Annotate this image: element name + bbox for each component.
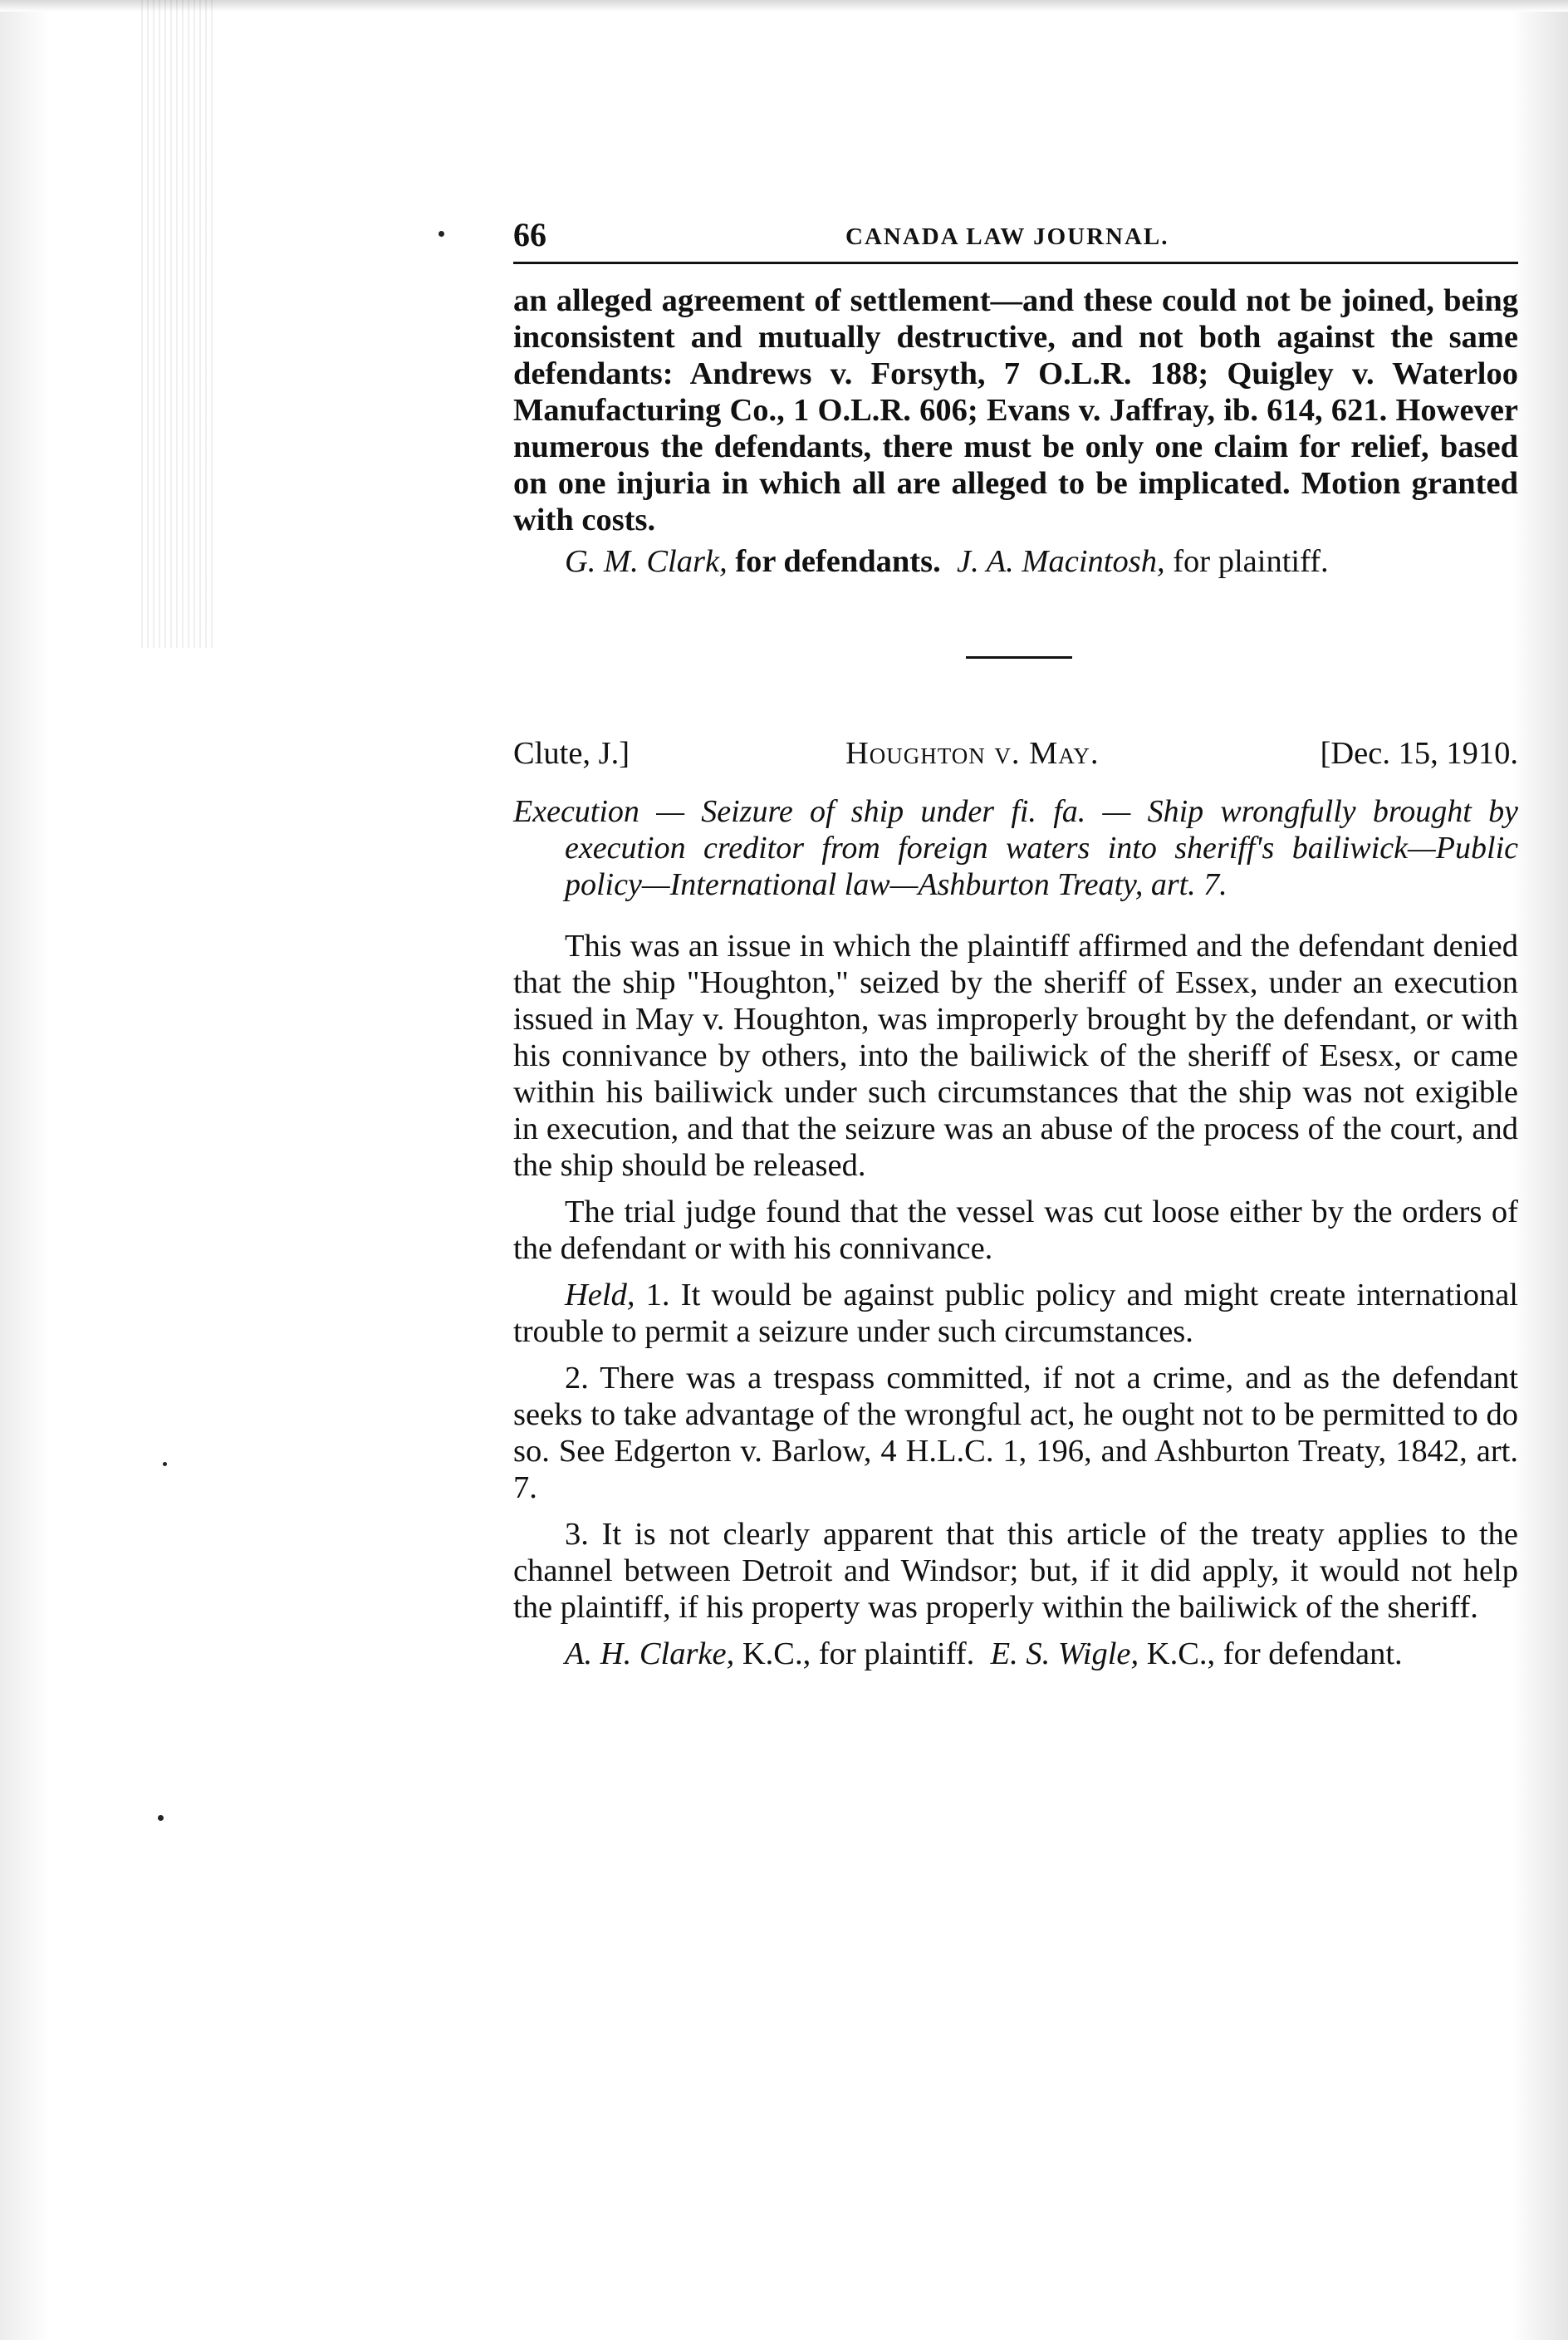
running-head: CANADA LAW JOURNAL. xyxy=(845,223,1169,250)
scan-speck xyxy=(163,1462,167,1466)
counsel-name: E. S. Wigle, xyxy=(990,1636,1139,1671)
counsel-name: J. A. Macintosh, xyxy=(957,544,1165,579)
counsel-name: G. M. Clark, xyxy=(565,544,728,579)
counsel-role: K.C., for defendant. xyxy=(1146,1636,1403,1671)
page-header xyxy=(513,212,1518,264)
holding-2: 2. There was a trespass committed, if not a crime, and as the defendant seeks to take advantage of the wrongful act, he ought not to be permitted to do so. See Edgerton v. Barlow, 4 H.L.C. 1, 196, and Ashburton Treaty, 1842, art. 7. xyxy=(513,1361,1518,1505)
section-divider xyxy=(966,656,1072,659)
case-title: Houghton v. May. xyxy=(845,736,1100,771)
case-headnote: Execution — Seizure of ship under fi. fa. — Ship wrongfully brought by execution creditor from foreign waters into sheriff's bailiwick—Public policy—International law—Ashburton Treaty, art. 7. xyxy=(513,794,1518,902)
case-judge: Clute, J.] xyxy=(513,736,630,771)
counsel-role: for defendants. xyxy=(735,544,941,579)
holding-1 xyxy=(513,1277,1518,1350)
held-label: Held, xyxy=(565,1278,635,1312)
holding-1-text: 1. It would be against public policy and might create international trouble to permit a seizure under such circumstances. xyxy=(513,1278,1518,1349)
page-number: 66 xyxy=(513,216,546,253)
scan-speck xyxy=(439,231,444,237)
case-paragraph: The trial judge found that the vessel was cut loose either by the orders of the defendant or with his connivance. xyxy=(513,1195,1518,1266)
counsel-role: for plaintiff. xyxy=(1173,544,1329,579)
case-paragraph: This was an issue in which the plaintiff affirmed and the defendant denied that the ship "Houghton," seized by the sheriff of Essex, under an execution issued in May v. Houghton, was improperly brought by the defendant, or with his connivance by others, into the bailiwick of the sheriff of Esesx, or came within his bailiwick under such circumstances that the ship was not exigible in execution, and that the seizure was an abuse of the process of the court, and the ship should be released. xyxy=(513,929,1518,1183)
scan-binding-edge xyxy=(141,0,216,648)
page-body xyxy=(513,282,1518,1672)
case-date: [Dec. 15, 1910. xyxy=(1320,736,1518,771)
previous-case-text: an alleged agreement of settlement—and these could not be joined, being inconsistent and mutually destructive, and not both against the same defendants: Andrews v. Forsyth, 7 O.L.R. 188; Quigley v. Waterloo Manufacturing Co., 1 O.L.R. 606; Evans v. Jaffray, ib. 614, 621. However numerous the defendants, there must be only one claim for relief, based on one injuria in which all are alleged to be implicated. Motion granted with costs. xyxy=(513,283,1518,537)
counsel-name: A. H. Clarke, xyxy=(565,1636,735,1671)
previous-case-continuation xyxy=(513,282,1518,538)
journal-page xyxy=(513,212,1518,1672)
previous-case-counsel xyxy=(513,543,1518,580)
scan-speck xyxy=(158,1815,164,1821)
case-counsel xyxy=(513,1636,1518,1672)
case-heading xyxy=(513,735,1518,777)
scan-top-edge xyxy=(0,0,1568,12)
counsel-role: K.C., for plaintiff. xyxy=(742,1636,975,1671)
holding-3: 3. It is not clearly apparent that this article of the treaty applies to the channel between Detroit and Windsor; but, if it did apply, it would not help the plaintiff, if his property was properly within the bailiwick of the sheriff. xyxy=(513,1517,1518,1625)
